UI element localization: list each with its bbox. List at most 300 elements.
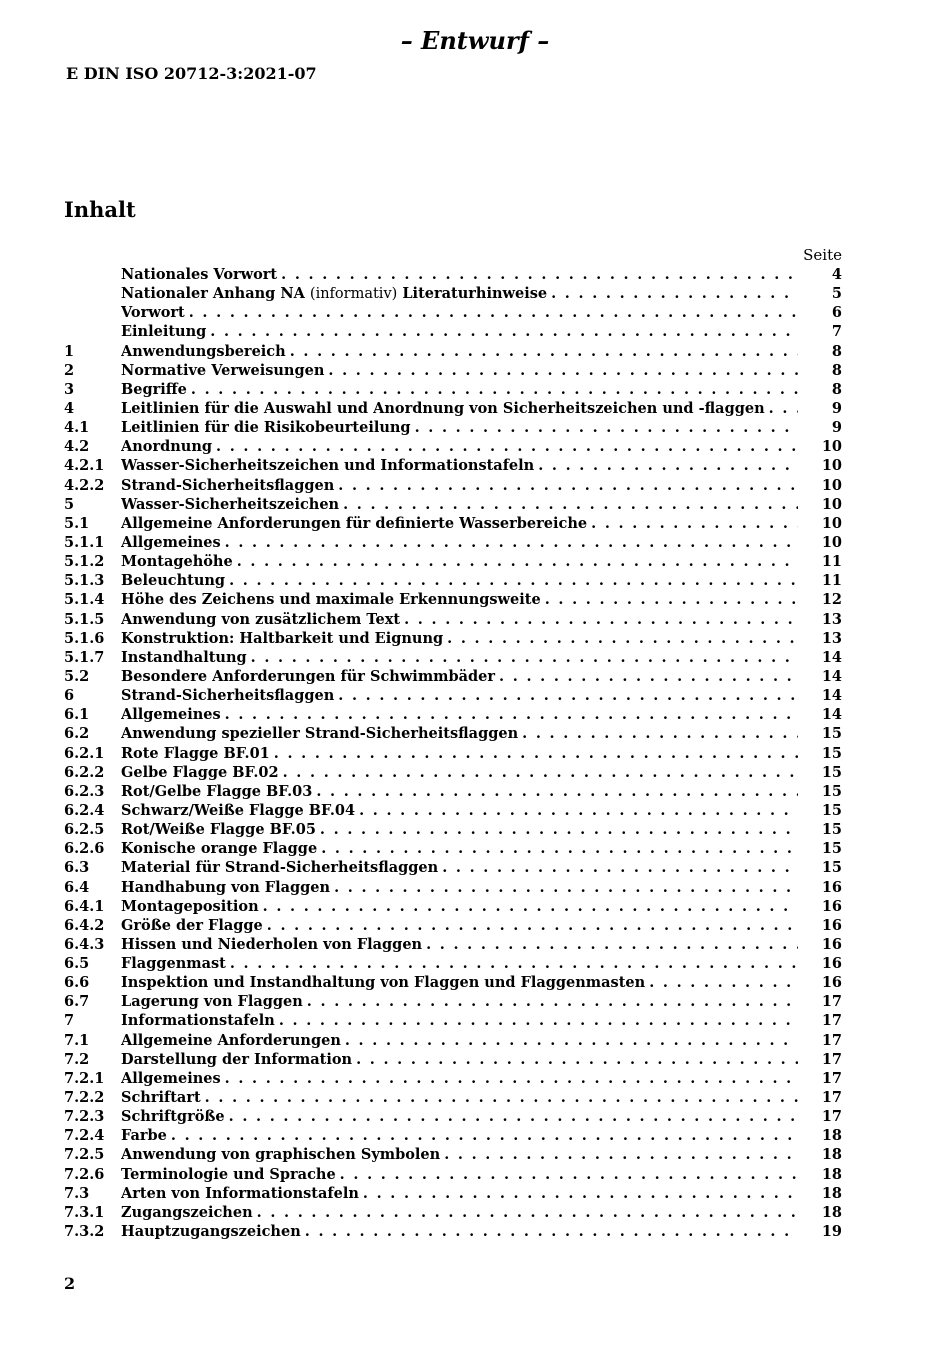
toc-entry-title [121,361,328,380]
toc-entry-page: 10 [821,514,842,532]
toc-entry-page: 15 [821,801,842,819]
toc-entry-title-wrap [121,265,798,284]
table-of-contents [64,265,842,1241]
toc-entry-number: 7 [64,1012,75,1030]
toc-entry[interactable] [64,342,842,361]
toc-entry-number: 6 [64,687,75,705]
toc-entry-title [121,303,189,322]
dot-leader [551,284,798,303]
toc-entry-title-wrap [121,935,798,954]
dot-leader [279,1011,798,1030]
toc-entry[interactable] [64,456,842,475]
toc-entry-title [121,705,225,724]
dot-leader [257,1203,798,1222]
toc-entry-number: 7.2.3 [64,1108,105,1126]
toc-entry[interactable] [64,820,842,839]
toc-entry-title-text: Höhe des Zeichens und maximale Erkennungsweite [121,591,541,609]
dot-leader [229,1107,798,1126]
toc-entry-title-text: Rot/Gelbe Flagge BF.03 [121,782,313,800]
toc-entry-title-wrap [121,476,798,495]
toc-entry[interactable] [64,744,842,763]
toc-entry-number: 4.2 [64,438,90,456]
dot-leader [171,1126,798,1145]
toc-entry-number: 7.3.2 [64,1223,105,1241]
toc-entry-page: 18 [821,1165,842,1183]
toc-entry-title [121,1107,229,1126]
toc-entry-page: 17 [821,993,842,1011]
toc-entry-title-wrap [121,590,798,609]
toc-entry-title-wrap [121,380,798,399]
toc-entry-title [121,724,522,743]
toc-entry-title-text: Anwendung von graphischen Symbolen [121,1146,441,1164]
dot-leader [237,552,798,571]
toc-entry-title [121,418,415,437]
toc-entry-title [121,610,404,629]
toc-entry-number: 3 [64,380,75,398]
toc-entry-page: 16 [821,974,842,992]
toc-entry-number: 6.2.2 [64,763,105,781]
toc-entry-title-wrap [121,820,798,839]
toc-entry-title-text: Vorwort [121,304,185,322]
toc-entry-title-text: Handhabung von Flaggen [121,878,331,896]
toc-entry-title-wrap [121,1165,798,1184]
toc-entry-page: 16 [821,955,842,973]
toc-entry[interactable] [64,1069,842,1088]
toc-entry-number: 6.4.3 [64,935,105,953]
toc-entry-page: 16 [821,935,842,953]
toc-entry[interactable] [64,1107,842,1126]
toc-entry-title-text: Konstruktion: Haltbarkeit und Eignung [121,629,444,647]
toc-entry-title-text: Einleitung [121,323,207,341]
toc-entry-page: 17 [821,1089,842,1107]
toc-entry-page: 10 [821,495,842,513]
toc-entry-title [121,1069,225,1088]
toc-entry[interactable] [64,437,842,456]
toc-entry-title-wrap [121,284,798,304]
toc-entry[interactable] [64,533,842,552]
dot-leader [283,763,798,782]
toc-entry-title-wrap [121,897,798,916]
toc-entry-title [121,801,359,820]
toc-entry-title [121,1031,345,1050]
toc-entry-page: 15 [821,782,842,800]
toc-entry-title-text: Größe der Flagge [121,916,263,934]
dot-leader [251,648,798,667]
toc-entry-title [121,744,274,763]
dot-leader [444,1145,798,1164]
draft-label: – Entwurf – [400,26,550,55]
toc-entry-title-text: Arten von Informationstafeln [121,1184,359,1202]
toc-entry[interactable] [64,878,842,897]
toc-entry-page: 18 [821,1203,842,1221]
toc-entry-title-wrap [121,1145,798,1164]
toc-entry-title-wrap [121,533,798,552]
toc-entry-title-wrap [121,610,798,629]
toc-entry-page: 18 [821,1184,842,1202]
toc-entry-page: 15 [821,725,842,743]
toc-entry[interactable] [64,1145,842,1164]
toc-entry[interactable] [64,648,842,667]
toc-entry[interactable] [64,992,842,1011]
toc-entry-page: 14 [821,706,842,724]
toc-entry-title-text: Konische orange Flagge [121,840,318,858]
toc-entry-page: 11 [821,572,842,590]
toc-entry-title-wrap [121,1069,798,1088]
toc-entry-number: 6.3 [64,859,90,877]
toc-entry-page: 12 [821,591,842,609]
dot-leader [216,437,798,456]
toc-entry[interactable] [64,897,842,916]
toc-entry-title-wrap [121,878,798,897]
toc-entry-title-text: Rot/Weiße Flagge BF.05 [121,821,316,839]
toc-entry[interactable] [64,265,842,284]
dot-leader [205,1088,798,1107]
dot-leader [649,973,798,992]
toc-entry[interactable] [64,782,842,801]
toc-entry-number: 6.4.2 [64,916,105,934]
toc-entry[interactable] [64,1088,842,1107]
toc-entry-number: 5.2 [64,667,90,685]
toc-entry-title-text: Beleuchtung [121,572,226,590]
toc-entry[interactable] [64,763,842,782]
toc-entry[interactable] [64,801,842,820]
toc-entry[interactable] [64,1050,842,1069]
toc-entry-title [121,284,551,304]
toc-entry-title-text: Inspektion und Instandhaltung von Flaggen und Flaggenmasten [121,974,646,992]
toc-entry-number: 7.2.5 [64,1146,105,1164]
dot-leader [267,916,798,935]
toc-entry-title [121,954,230,973]
toc-entry-title [121,552,237,571]
toc-entry-title-text: Anwendung von zusätzlichem Text [121,610,401,628]
toc-entry-page: 19 [821,1223,842,1241]
toc-entry-title [121,820,320,839]
toc-entry-page: 7 [831,323,842,341]
toc-entry-page: 15 [821,859,842,877]
dot-leader [328,361,798,380]
toc-entry-number: 6.1 [64,706,90,724]
toc-entry[interactable] [64,935,842,954]
toc-entry-title [121,399,769,418]
toc-entry-number: 7.2.2 [64,1089,105,1107]
toc-entry-number: 5.1.2 [64,553,105,571]
toc-entry-page: 15 [821,744,842,762]
dot-leader [522,724,798,743]
toc-entry-page: 4 [831,266,842,283]
toc-entry-title [121,992,307,1011]
toc-entry[interactable] [64,954,842,973]
toc-entry-title-text: Nationaler Anhang NA [121,285,305,303]
toc-entry[interactable] [64,1203,842,1222]
toc-entry-title [121,380,191,399]
toc-entry[interactable] [64,1011,842,1030]
page-column-label: Seite [803,246,842,264]
toc-entry[interactable] [64,552,842,571]
toc-entry-title-text: Informationstafeln [121,1012,275,1030]
toc-entry-title [121,1145,444,1164]
toc-entry-number: 5.1.5 [64,610,105,628]
toc-entry[interactable] [64,1165,842,1184]
toc-entry-title-wrap [121,303,798,322]
toc-entry-title-text: Leitlinien für die Risikobeurteilung [121,419,411,437]
toc-entry-page: 17 [821,1069,842,1087]
toc-entry-page: 10 [821,457,842,475]
toc-entry[interactable] [64,610,842,629]
toc-entry-title-text: Leitlinien für die Auswahl und Anordnung von Sicherheitszeichen und -flaggen [121,399,765,417]
toc-entry-title-text: Allgemeines [121,706,221,724]
toc-entry-title [121,476,338,495]
toc-entry-title-note: (informativ) [309,286,398,303]
toc-entry-number: 4 [64,399,75,417]
toc-entry-title-wrap [121,686,798,705]
toc-entry-title-text: Terminologie und Sprache [121,1165,336,1183]
dot-leader [191,380,798,399]
dot-leader [591,514,798,533]
toc-entry[interactable] [64,724,842,743]
toc-entry-title-wrap [121,552,798,571]
toc-entry-title-wrap [121,705,798,724]
toc-entry-title-wrap [121,399,798,418]
toc-entry[interactable] [64,1184,842,1203]
toc-entry-page: 15 [821,840,842,858]
toc-entry-page: 11 [821,553,842,571]
toc-entry-title-text: Besondere Anforderungen für Schwimmbäder [121,667,496,685]
toc-entry-page: 18 [821,1127,842,1145]
dot-leader [305,1222,798,1241]
toc-entry-page: 13 [821,610,842,628]
toc-entry-title-text: Gelbe Flagge BF.02 [121,763,279,781]
toc-entry-number: 4.1 [64,419,90,437]
toc-entry-title-wrap [121,1222,798,1241]
toc-entry-title-wrap [121,858,798,877]
toc-entry-page: 14 [821,667,842,685]
toc-entry-title [121,1165,340,1184]
toc-entry-number: 4.2.1 [64,457,105,475]
toc-entry[interactable] [64,303,842,322]
toc-entry-number: 7.2.1 [64,1069,105,1087]
toc-entry[interactable] [64,476,842,495]
dot-leader [225,1069,798,1088]
toc-entry-title [121,648,251,667]
toc-entry-number: 6.2.1 [64,744,105,762]
toc-entry[interactable] [64,322,842,341]
toc-entry[interactable] [64,629,842,648]
toc-entry-title-wrap [121,724,798,743]
dot-leader [545,590,798,609]
toc-entry[interactable] [64,1126,842,1145]
toc-entry-title [121,629,447,648]
toc-entry-number: 4.2.2 [64,476,105,494]
toc-entry-title-wrap [121,1126,798,1145]
dot-leader [225,533,798,552]
dot-leader [307,992,798,1011]
toc-entry-number: 6.2.5 [64,821,105,839]
toc-entry-title-wrap [121,437,798,456]
toc-entry-title-wrap [121,361,798,380]
toc-entry-title-wrap [121,1088,798,1107]
toc-entry[interactable] [64,839,842,858]
toc-entry-title [121,265,281,284]
dot-leader [274,744,798,763]
toc-entry-number: 7.2.6 [64,1165,105,1183]
dot-leader [229,571,798,590]
toc-entry-title [121,897,263,916]
toc-entry-title-suffix: Literaturhinweise [402,285,548,303]
toc-entry-number: 7.2 [64,1050,90,1068]
toc-entry-title-text: Begriffe [121,380,187,398]
toc-entry-title [121,495,343,514]
toc-entry-title-wrap [121,1050,798,1069]
toc-entry-page: 16 [821,897,842,915]
toc-entry-page: 17 [821,1108,842,1126]
dot-leader [447,629,798,648]
toc-entry-title-text: Wasser-Sicherheitszeichen und Informationstafeln [121,457,535,475]
toc-entry-number: 1 [64,342,75,360]
toc-entry-title-wrap [121,1203,798,1222]
dot-leader [359,801,798,820]
dot-leader [340,1165,798,1184]
toc-entry-page: 8 [831,361,842,379]
toc-entry[interactable] [64,361,842,380]
toc-entry-title-wrap [121,763,798,782]
toc-entry-title-text: Schriftgröße [121,1108,225,1126]
dot-leader [320,820,798,839]
toc-entry-title-text: Lagerung von Flaggen [121,993,303,1011]
toc-entry[interactable] [64,514,842,533]
toc-entry-title-text: Farbe [121,1127,167,1145]
toc-entry-title-text: Schwarz/Weiße Flagge BF.04 [121,801,356,819]
toc-entry-number: 6.2 [64,725,90,743]
dot-leader [769,399,798,418]
toc-entry-page: 16 [821,916,842,934]
toc-entry-title-text: Flaggenmast [121,955,226,973]
toc-entry[interactable] [64,686,842,705]
toc-entry-page: 15 [821,763,842,781]
page-number: 2 [64,1274,76,1293]
toc-entry[interactable] [64,495,842,514]
toc-entry[interactable] [64,590,842,609]
toc-entry-title-wrap [121,916,798,935]
toc-entry[interactable] [64,667,842,686]
toc-entry-title [121,763,283,782]
toc-entry-title [121,456,538,475]
dot-leader [415,418,798,437]
toc-entry-title [121,533,225,552]
toc-entry-page: 9 [831,399,842,417]
toc-entry-page: 8 [831,380,842,398]
toc-entry-title-text: Hissen und Niederholen von Flaggen [121,935,423,953]
toc-entry-title [121,1126,171,1145]
toc-entry-title-wrap [121,782,798,801]
toc-entry[interactable] [64,858,842,877]
toc-entry[interactable] [64,973,842,992]
toc-entry-title [121,686,338,705]
toc-entry[interactable] [64,284,842,303]
toc-entry-title [121,322,210,341]
toc-entry-number: 5.1.3 [64,572,105,590]
toc-entry-title-text: Darstellung der Information [121,1050,353,1068]
toc-entry-title-text: Wasser-Sicherheitszeichen [121,495,340,513]
toc-entry-number: 7.3 [64,1184,90,1202]
toc-entry-page: 13 [821,629,842,647]
dot-leader [281,265,798,284]
toc-entry-number: 6.5 [64,955,90,973]
dot-leader [316,782,798,801]
toc-entry-title-text: Instandhaltung [121,648,247,666]
toc-entry-page: 8 [831,342,842,360]
toc-entry-title [121,935,426,954]
dot-leader [363,1184,798,1203]
toc-entry-title-wrap [121,571,798,590]
dot-leader [338,686,798,705]
toc-entry-page: 16 [821,878,842,896]
toc-entry-number: 7.1 [64,1031,90,1049]
toc-entry-page: 5 [831,285,842,303]
toc-entry-title-text: Anordnung [121,438,213,456]
toc-entry-title [121,342,290,361]
toc-entry-number: 6.2.4 [64,801,105,819]
toc-entry[interactable] [64,1031,842,1050]
toc-entry[interactable] [64,399,842,418]
toc-entry-number: 5.1.4 [64,591,105,609]
toc-entry-title [121,858,442,877]
toc-entry-number: 5.1.1 [64,533,105,551]
dot-leader [404,610,798,629]
toc-entry[interactable] [64,571,842,590]
toc-entry-title-wrap [121,322,798,341]
document-id: E DIN ISO 20712-3:2021-07 [66,64,317,83]
dot-leader [426,935,798,954]
toc-entry-number: 6.4 [64,878,90,896]
toc-entry[interactable] [64,1222,842,1241]
toc-entry-page: 10 [821,533,842,551]
toc-entry[interactable] [64,418,842,437]
toc-entry-page: 17 [821,1012,842,1030]
toc-entry[interactable] [64,380,842,399]
toc-entry[interactable] [64,916,842,935]
toc-entry-title-text: Allgemeine Anforderungen für definierte Wasserbereiche [121,514,588,532]
toc-entry-title [121,973,649,992]
toc-entry-number: 6.7 [64,993,90,1011]
toc-entry-title-wrap [121,801,798,820]
toc-entry-title-wrap [121,629,798,648]
toc-entry-title-wrap [121,839,798,858]
toc-entry-number: 6.2.6 [64,840,105,858]
toc-entry-title-wrap [121,954,798,973]
toc-entry-page: 14 [821,648,842,666]
toc-entry-title-text: Allgemeines [121,1069,221,1087]
dot-leader [338,476,798,495]
toc-entry-number: 5.1 [64,514,90,532]
toc-entry-number: 6.4.1 [64,897,105,915]
toc-entry-title [121,667,499,686]
dot-leader [225,705,798,724]
toc-entry-title [121,1011,279,1030]
toc-entry-title-wrap [121,648,798,667]
dot-leader [442,858,798,877]
toc-entry-title-wrap [121,973,798,992]
toc-entry-title-text: Allgemeines [121,533,221,551]
toc-entry-page: 6 [831,304,842,322]
toc-entry-page: 18 [821,1146,842,1164]
toc-entry-title [121,782,316,801]
toc-entry[interactable] [64,705,842,724]
toc-entry-title-text: Anwendungsbereich [121,342,286,360]
toc-entry-title [121,1203,257,1222]
toc-entry-title-text: Montageposition [121,897,259,915]
dot-leader [230,954,798,973]
toc-entry-page: 14 [821,687,842,705]
